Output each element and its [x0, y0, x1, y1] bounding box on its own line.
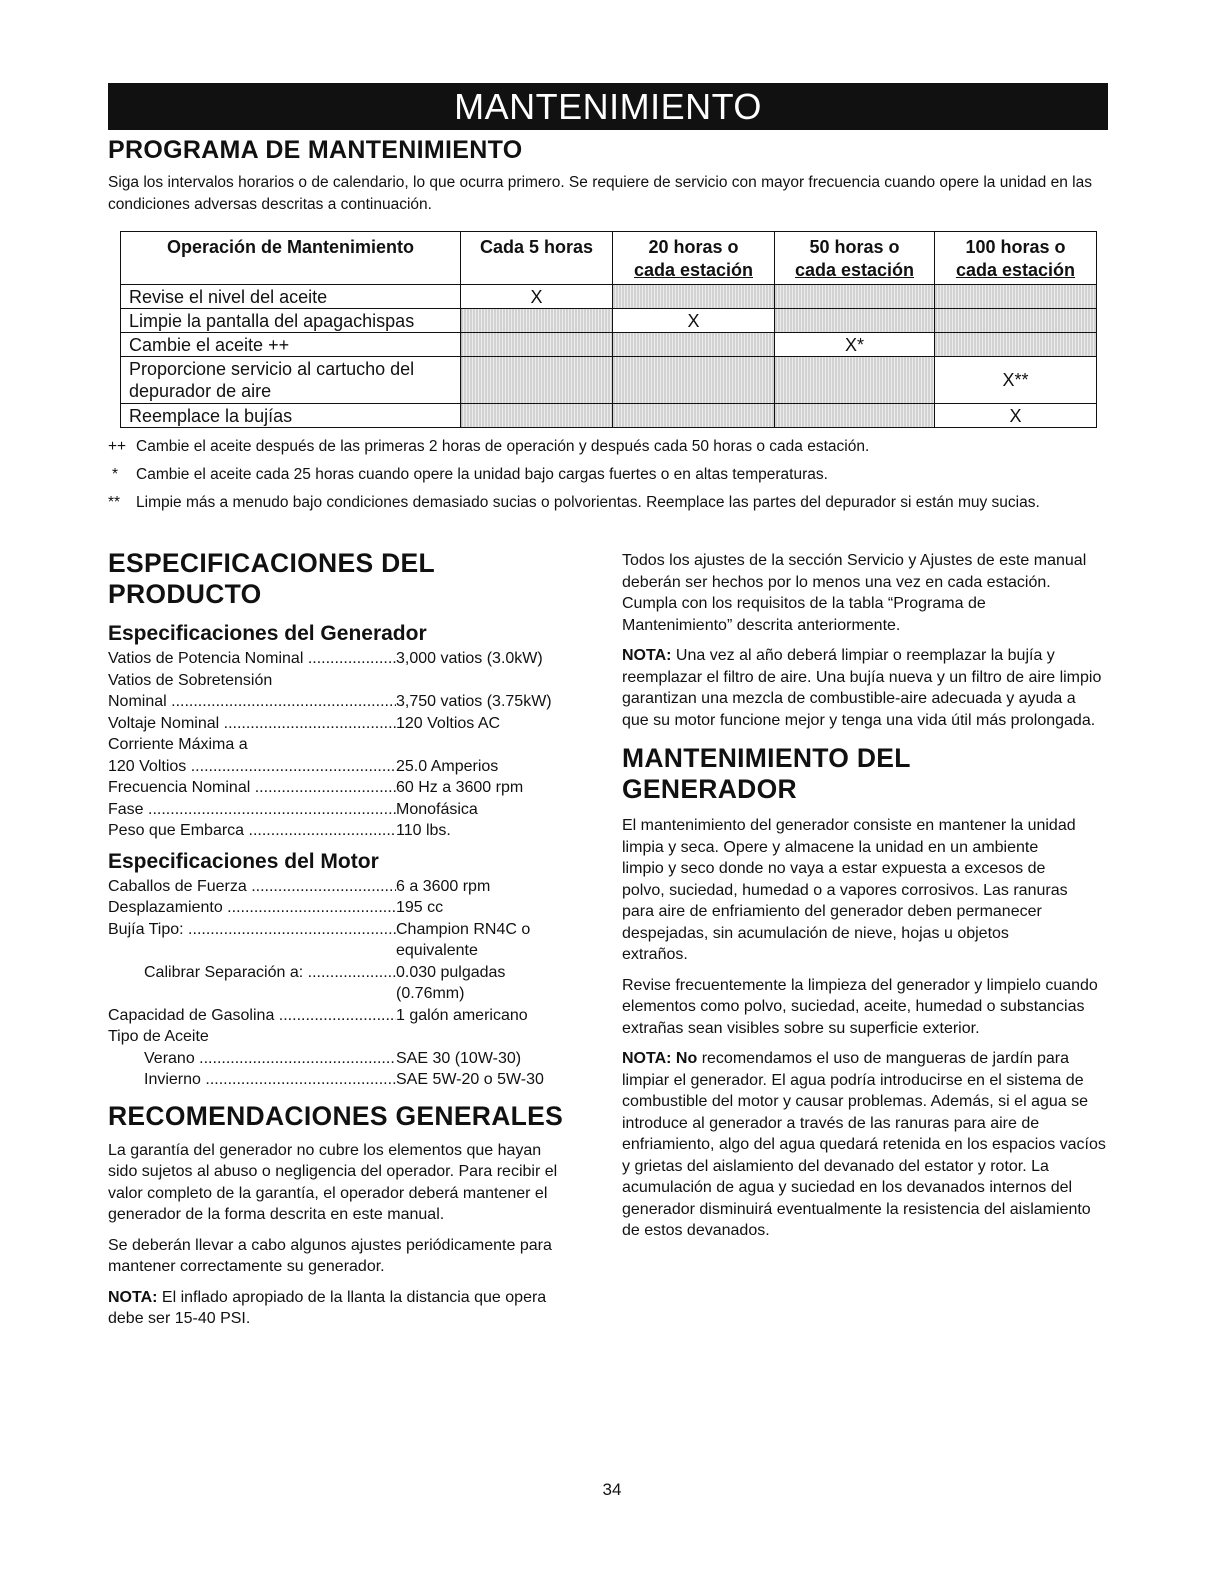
spec-label: Vatios de Potencia Nominal ..... [108, 648, 396, 670]
note-paragraph: NOTA: Una vez al año deberá limpiar o reemplazar la bujía y reemplazar el filtro de aire. Una bujía nueva y un filtro de aire limpio garantizan una mezcla de combustible-aire adecuada y ayuda a que su motor funcione mejor y tenga una vida útil más prolongada. [622, 647, 1102, 729]
mark-cell: X* [775, 333, 935, 357]
adjustments-paragraph: Todos los ajustes de la sección Servicio y Ajustes de este manual deberán ser hechos por lo menos una vez en cada estación. Cumpla con los requisitos de la tabla “Programa de Mantenimiento” descrita anteriormente. [622, 552, 1087, 634]
spec-row [108, 919, 588, 962]
header-20-hours: 20 horas o cada estación [613, 232, 775, 285]
shaded-cell [775, 357, 935, 404]
maintenance-paragraph: Revise frecuentemente la limpieza del generador y limpielo cuando elementos como polvo, suciedad, aceite, humedad o substancias extrañas sean visibles sobre su superficie exterior. [622, 976, 1098, 1037]
shaded-cell [461, 404, 613, 428]
generator-specs [108, 648, 588, 842]
table-row [121, 357, 1097, 404]
header-5-hours: Cada 5 horas [461, 232, 613, 285]
spec-label: Desplazamiento ..... [108, 897, 396, 919]
spec-row [108, 713, 588, 735]
spec-value: SAE 30 (10W-30) [396, 1049, 522, 1067]
table-row [121, 309, 1097, 333]
shaded-cell [613, 333, 775, 357]
spec-label: Nominal ..... [108, 691, 396, 713]
spec-label: Bujía Tipo: ..... [108, 919, 396, 962]
spec-label: Vatios de Sobretensión [108, 671, 273, 689]
spec-label: Fase ..... [108, 799, 396, 821]
spec-row [108, 648, 588, 670]
shaded-cell [613, 357, 775, 404]
table-row [121, 285, 1097, 309]
table-row [121, 333, 1097, 357]
mark-cell: X [461, 285, 613, 309]
header-50-hours: 50 horas o cada estación [775, 232, 935, 285]
spec-row [108, 876, 588, 898]
footnote-text: Cambie el aceite después de las primeras 2 horas de operación y después cada 50 horas o cada estación. [136, 438, 870, 455]
spec-value: 0.030 pulgadas (0.76mm) [396, 963, 506, 1002]
shaded-cell [461, 333, 613, 357]
engine-specs-heading: Especificaciones del Motor [108, 849, 379, 873]
schedule-heading: PROGRAMA DE MANTENIMIENTO [108, 136, 523, 164]
note-paragraph: NOTA: No recomendamos el uso de mangueras de jardín para limpiar el generador. El agua podría introducirse en el sistema de combustible del motor y causar problemas. Además, si el agua se introduce al generador a través de las ranuras para aire de enfriamiento, algo del agua quedará retenida en los espacios vacíos y grietas del aislamiento del devanado del estator y rotor. La acumulación de agua y suciedad en los devanados internos del generador disminuirá eventualmente la resistencia del aislamiento de estos devanados. [622, 1050, 1106, 1239]
spec-value: 6 a 3600 rpm [396, 877, 491, 895]
spec-label: Peso que Embarca ..... [108, 820, 396, 842]
footnote-symbol: ++ [108, 438, 127, 455]
spec-value: 25.0 Amperios [396, 757, 499, 775]
footnote-text: Limpie más a menudo bajo condiciones demasiado sucias o polvorientas. Reemplace las partes del depurador si están muy sucias. [136, 494, 1040, 511]
schedule-intro: Siga los intervalos horarios o de calendario, lo que ocurra primero. Se requiere de servicio con mayor frecuencia cuando opere la unidad en las condiciones adversas descritas a continuación. [108, 174, 1092, 213]
mark-cell: X** [935, 357, 1097, 404]
generator-maintenance-heading: MANTENIMIENTO DEL GENERADOR [622, 743, 911, 804]
header-100-hours: 100 horas o cada estación [935, 232, 1097, 285]
spec-label: Invierno ..... [108, 1069, 396, 1091]
spec-value: 120 Voltios AC [396, 714, 501, 732]
spec-row [108, 962, 588, 1005]
shaded-cell [935, 309, 1097, 333]
shaded-cell [613, 285, 775, 309]
section-banner: MANTENIMIENTO [108, 83, 1108, 130]
footnote-symbol: ** [108, 494, 121, 511]
shaded-cell [775, 404, 935, 428]
spec-label: Frecuencia Nominal ..... [108, 777, 396, 799]
table-row [121, 404, 1097, 428]
header-operation: Operación de Mantenimiento [121, 232, 461, 285]
operation-cell: Cambie el aceite ++ [121, 333, 461, 357]
left-column [108, 548, 588, 1339]
operation-cell: Limpie la pantalla del apagachispas [121, 309, 461, 333]
spec-label: Tipo de Aceite [108, 1028, 209, 1045]
general-paragraph: La garantía del generador no cubre los elementos que hayan sido sujetos al abuso o negligencia del operador. Para recibir el valor completo de la garantía, el operador deberá mantener el generador de la forma descrita en este manual. [108, 1141, 558, 1223]
engine-specs [108, 876, 588, 1091]
footnote [108, 492, 1098, 514]
spec-value: SAE 5W-20 o 5W-30 [396, 1071, 544, 1088]
shaded-cell [935, 285, 1097, 309]
operation-cell: Reemplace la bujías [121, 404, 461, 428]
spec-row [108, 1069, 588, 1091]
spec-row [108, 777, 588, 799]
spec-row [108, 1005, 588, 1027]
spec-value: 60 Hz a 3600 rpm [396, 779, 524, 796]
table-header-row [121, 232, 1097, 285]
spec-label: Verano ..... [108, 1048, 396, 1070]
operation-cell: Revise el nivel del aceite [121, 285, 461, 309]
spec-row [108, 756, 588, 778]
shaded-cell [461, 357, 613, 404]
shaded-cell [775, 309, 935, 333]
page-number: 34 [602, 1480, 622, 1499]
spec-row [108, 897, 588, 919]
maintenance-paragraph: El mantenimiento del generador consiste en mantener la unidad limpia y seca. Opere y almacene la unidad en un ambiente limpio y seco donde no vaya a estar expuesta a excesos de polvo, suciedad, humedad o a vapores corrosivos. Las ranuras para aire de enfriamiento del generador deben permanecer despejadas, sin acumulación de nieve, hojas u objetos extraños. [622, 817, 1076, 963]
footnote [108, 464, 1098, 486]
spec-row [108, 691, 588, 713]
spec-value: 1 galón americano [396, 1006, 528, 1024]
footnote [108, 436, 1098, 458]
spec-row [108, 820, 588, 842]
spec-value: 195 cc [396, 899, 444, 916]
spec-row [108, 799, 588, 821]
generator-specs-heading: Especificaciones del Generador [108, 622, 427, 645]
spec-label: Capacidad de Gasolina ..... [108, 1005, 396, 1027]
spec-label: Calibrar Separación a: ..... [108, 962, 396, 1005]
shaded-cell [775, 285, 935, 309]
general-recommendations-heading: RECOMENDACIONES GENERALES [108, 1100, 564, 1131]
general-paragraph: Se deberán llevar a cabo algunos ajustes periódicamente para mantener correctamente su generador. [108, 1236, 552, 1275]
footnote-text: Cambie el aceite cada 25 horas cuando opere la unidad bajo cargas fuertes o en altas temperaturas. [136, 466, 828, 483]
shaded-cell [613, 404, 775, 428]
maintenance-schedule-table [120, 231, 1097, 428]
general-note: NOTA: El inflado apropiado de la llanta la distancia que opera debe ser 15-40 PSI. [108, 1288, 547, 1327]
spec-value: Monofásica [396, 800, 478, 818]
mark-cell: X [935, 404, 1097, 428]
spec-value: Champion RN4C o equivalente [396, 920, 531, 959]
schedule-footnotes [108, 436, 1098, 520]
operation-cell: Proporcione servicio al cartucho del depurador de aire [121, 357, 461, 404]
spec-label: Voltaje Nominal ..... [108, 713, 396, 735]
footnote-symbol: * [112, 466, 119, 483]
spec-label: 120 Voltios ..... [108, 756, 396, 778]
shaded-cell [935, 333, 1097, 357]
spec-row [108, 1048, 588, 1070]
spec-label: Caballos de Fuerza ..... [108, 876, 396, 898]
spec-value: 3,750 vatios (3.75kW) [396, 693, 552, 710]
shaded-cell [461, 309, 613, 333]
mark-cell: X [613, 309, 775, 333]
specs-heading: ESPECIFICACIONES DEL PRODUCTO [108, 548, 435, 609]
spec-value: 110 lbs. [396, 822, 451, 839]
right-column [622, 550, 1112, 1251]
spec-value: 3,000 vatios (3.0kW) [396, 650, 543, 667]
spec-label: Corriente Máxima a [108, 736, 248, 753]
